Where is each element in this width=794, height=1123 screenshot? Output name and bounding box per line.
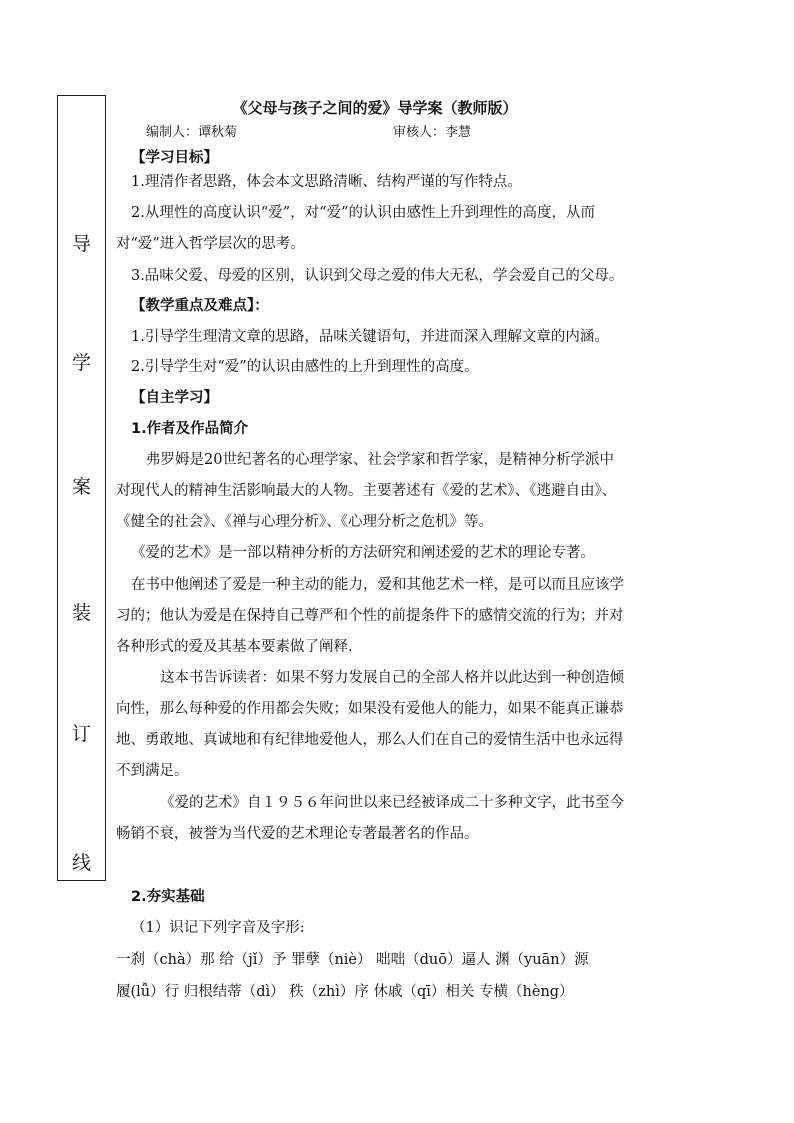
binding-char-4: 装	[71, 602, 91, 624]
pinyin-line-1: 一刹（chà）那 给（jǐ）予 罪孽（niè） 咄咄（duō）逼人 渊（yuān）源	[116, 952, 589, 968]
binding-char-1: 导	[71, 233, 91, 255]
pinyin-line-2: 履(lǚ）行 归根结蒂（dì） 秩（zhì）序 休戚（qī）相关 专横（hèng）	[116, 984, 574, 1000]
key-point-1: 1.引导学生理清文章的思路，品味关键语句，并进而深入理解文章的内涵。	[131, 329, 609, 345]
subheading-author-intro: 1.作者及作品简介	[131, 421, 249, 437]
intro-paragraph-1-line-3: 《健全的社会》、《禅与心理分析》、《心理分析之危机》等。	[116, 514, 493, 530]
section-heading-goals: 【学习目标】	[131, 150, 218, 166]
section-heading-key-points: 【教学重点及难点】：	[131, 298, 269, 314]
goal-1: 1.理清作者思路，体会本文思路清晰、结构严谨的写作特点。	[131, 174, 522, 190]
intro-paragraph-5-line-2: 畅销不衰，被誉为当代爱的艺术理论专著最著名的作品。	[116, 826, 479, 842]
binding-char-3: 案	[71, 476, 91, 498]
key-point-2: 2.引导学生对“爱”的认识由感性的上升到理性的高度。	[131, 359, 479, 375]
intro-paragraph-4-line-4: 不到满足。	[116, 763, 189, 779]
goal-2-line-2: 对“爱”进入哲学层次的思考。	[116, 236, 305, 252]
subheading-basics: 2.夯实基础	[131, 889, 205, 905]
page-title: 《父母与孩子之间的爱》导学案（教师版）	[232, 99, 518, 117]
intro-paragraph-4-line-3: 地、勇敢地、真诚地和有纪律地爱他人，那么人们在自己的爱情生活中也永远得	[116, 732, 624, 748]
goal-3: 3.品味父爱、母爱的区别，认识到父母之爱的伟大无私，学会爱自己的父母。	[131, 268, 624, 284]
section-heading-self-study: 【自主学习】	[131, 390, 218, 406]
intro-paragraph-1-line-1: 弗罗姆是20世纪著名的心理学家、社会学家和哲学家，是精神分析学派中	[146, 452, 614, 468]
intro-paragraph-3-line-1: 在书中他阐述了爱是一种主动的能力，爱和其他艺术一样，是可以而且应该学	[131, 577, 624, 593]
goal-2-line-1: 2.从理性的高度认识“爱”，对“爱”的认识由感性上升到理性的高度，从而	[131, 205, 595, 221]
intro-paragraph-4-line-1: 这本书告诉读者：如果不努力发展自己的全部人格并以此达到一种创造倾	[160, 670, 624, 686]
intro-paragraph-3-line-2: 习的；他认为爱是在保持自己尊严和个性的前提条件下的感情交流的行为；并对	[116, 608, 624, 624]
intro-paragraph-5-line-1: 《爱的艺术》自１９５６年问世以来已经被译成二十多种文字，此书至今	[160, 795, 624, 811]
intro-paragraph-4-line-2: 向性，那么每种爱的作用都会失败；如果没有爱他人的能力，如果不能真正谦恭	[116, 701, 624, 717]
binding-char-2: 学	[71, 352, 91, 374]
intro-paragraph-1-line-2: 对现代人的精神生活影响最大的人物。主要著述有《爱的艺术》、《逃避自由》、	[116, 483, 617, 499]
binding-char-6: 线	[71, 852, 91, 874]
intro-paragraph-2: 《爱的艺术》是一部以精神分析的方法研究和阐述爱的艺术的理论专著。	[131, 545, 595, 561]
editor-label: 编制人：谭秋菊	[146, 125, 238, 140]
basics-instruction: （1）识记下列字音及字形:	[131, 920, 305, 936]
reviewer-label: 审核人：李慧	[393, 125, 472, 140]
intro-paragraph-3-line-3: 各种形式的爱及其基本要素做了阐释.	[116, 639, 353, 655]
binding-margin-box	[57, 95, 106, 881]
binding-char-5: 订	[71, 723, 91, 745]
